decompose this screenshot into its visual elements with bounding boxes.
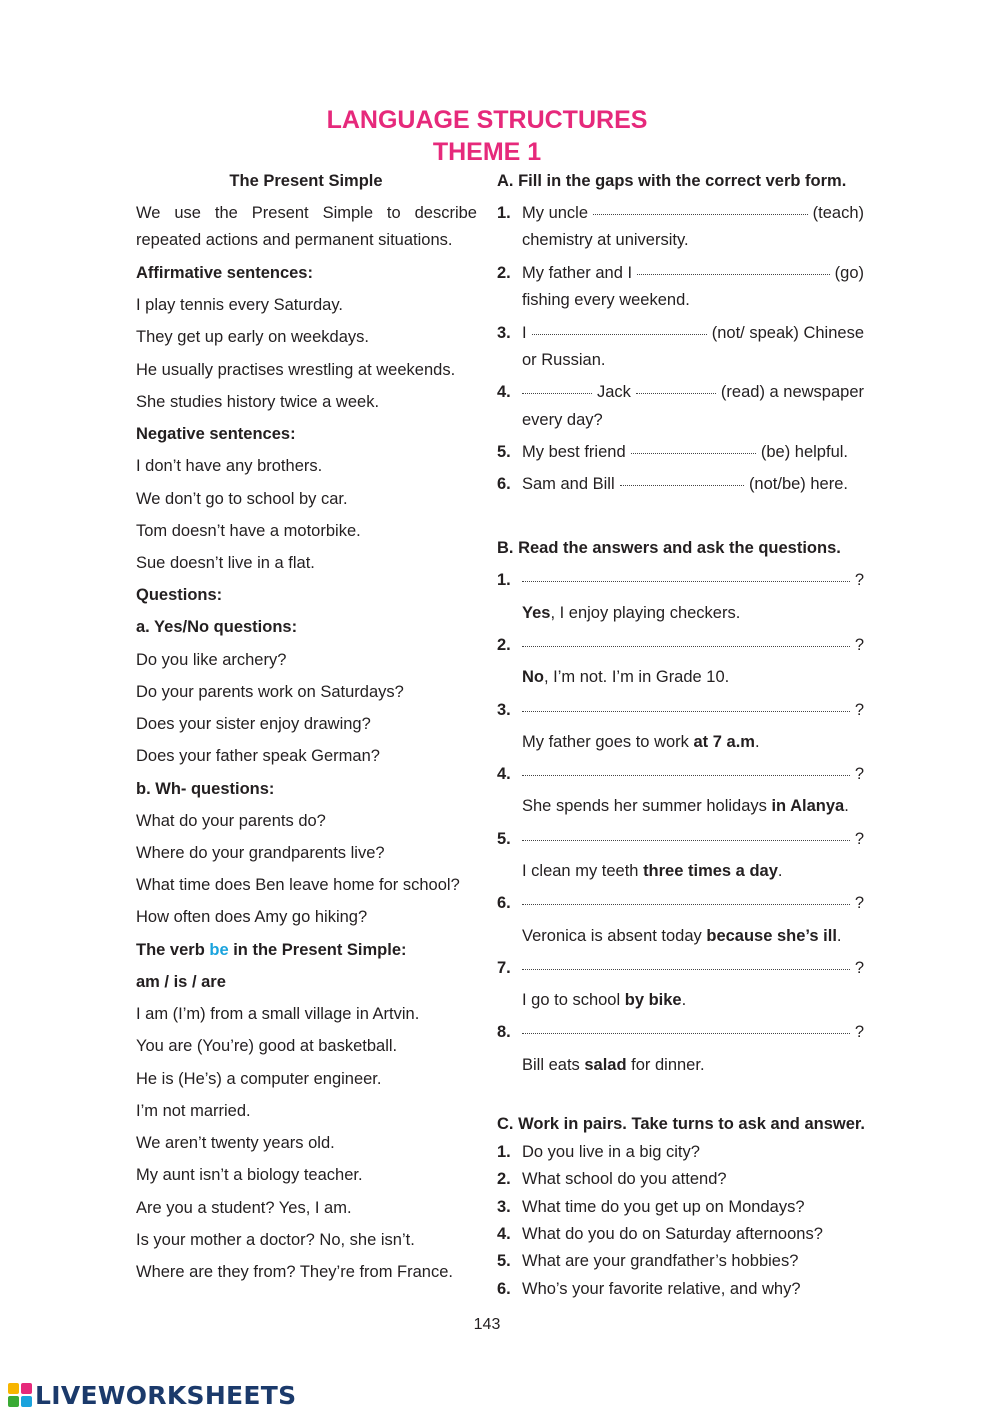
question-line: ? bbox=[522, 765, 864, 784]
yes-no-label: a. Yes/No questions: bbox=[136, 618, 298, 636]
item-number: 4. bbox=[497, 765, 511, 783]
present-simple-heading: The Present Simple bbox=[229, 172, 383, 190]
answer-gap[interactable] bbox=[522, 581, 850, 582]
section-a-heading: A. Fill in the gaps with the correct verb form. bbox=[497, 172, 847, 190]
page-title: LANGUAGE STRUCTURES bbox=[326, 106, 648, 134]
be-example: He is (He’s) a computer engineer. bbox=[136, 1070, 382, 1088]
item-number: 3. bbox=[497, 701, 511, 719]
yes-no-example: Does your father speak German? bbox=[136, 747, 380, 765]
item-number: 3. bbox=[497, 1198, 511, 1216]
affirmative-example: They get up early on weekdays. bbox=[136, 328, 369, 346]
question-line: ? bbox=[522, 894, 864, 913]
answer-gap[interactable] bbox=[631, 453, 756, 454]
gap-item-continuation: or Russian. bbox=[522, 351, 606, 369]
negative-example: We don’t go to school by car. bbox=[136, 490, 348, 508]
answer-text: I go to school by bike. bbox=[522, 991, 687, 1009]
gap-item-1: My uncle (teach) bbox=[522, 204, 864, 222]
item-number: 8. bbox=[497, 1023, 511, 1041]
answer-gap[interactable] bbox=[522, 904, 850, 905]
yes-no-example: Does your sister enjoy drawing? bbox=[136, 715, 371, 733]
negative-example: Sue doesn’t live in a flat. bbox=[136, 554, 315, 572]
pair-question: What do you do on Saturday afternoons? bbox=[522, 1225, 823, 1243]
item-number: 5. bbox=[497, 443, 511, 461]
be-example: You are (You’re) good at basketball. bbox=[136, 1037, 398, 1055]
answer-text: My father goes to work at 7 a.m. bbox=[522, 733, 760, 751]
pair-question: Who’s your favorite relative, and why? bbox=[522, 1280, 801, 1298]
item-number: 4. bbox=[497, 1225, 511, 1243]
question-line: ? bbox=[522, 959, 864, 978]
wh-example: Where do your grandparents live? bbox=[136, 844, 385, 862]
answer-gap[interactable] bbox=[532, 334, 707, 335]
item-number: 2. bbox=[497, 1170, 511, 1188]
intro-line-2: repeated actions and permanent situations. bbox=[136, 231, 453, 249]
intro-line-1: We use the Present Simple to describe bbox=[136, 204, 477, 222]
answer-gap[interactable] bbox=[593, 214, 808, 215]
verb-be-label: The verb be in the Present Simple: bbox=[136, 941, 407, 959]
section-c-heading: C. Work in pairs. Take turns to ask and answer. bbox=[497, 1115, 866, 1133]
answer-text: Yes, I enjoy playing checkers. bbox=[522, 604, 741, 622]
affirmative-example: He usually practises wrestling at weekends. bbox=[136, 361, 456, 379]
item-number: 5. bbox=[497, 1252, 511, 1270]
item-number: 3. bbox=[497, 324, 511, 342]
gap-item-6: Sam and Bill (not/be) here. bbox=[522, 475, 848, 493]
gap-item-4: Jack (read) a newspaper bbox=[522, 383, 864, 402]
pair-question: What time do you get up on Mondays? bbox=[522, 1198, 805, 1216]
item-number: 2. bbox=[497, 636, 511, 654]
item-number: 1. bbox=[497, 1143, 511, 1161]
item-number: 5. bbox=[497, 830, 511, 848]
answer-gap[interactable] bbox=[522, 775, 850, 776]
gap-item-continuation: every day? bbox=[522, 411, 603, 429]
answer-gap[interactable] bbox=[522, 646, 850, 647]
wh-example: What time does Ben leave home for school? bbox=[136, 876, 460, 894]
item-number: 2. bbox=[497, 264, 511, 282]
negative-example: I don’t have any brothers. bbox=[136, 457, 323, 475]
answer-gap[interactable] bbox=[522, 1033, 850, 1034]
affirmative-label: Affirmative sentences: bbox=[136, 264, 313, 282]
question-line: ? bbox=[522, 830, 864, 849]
be-example: I am (I’m) from a small village in Artvin. bbox=[136, 1005, 420, 1023]
gap-item-5: My best friend (be) helpful. bbox=[522, 443, 848, 461]
item-number: 1. bbox=[497, 204, 511, 222]
answer-text: Bill eats salad for dinner. bbox=[522, 1056, 705, 1074]
yes-no-example: Do you like archery? bbox=[136, 651, 287, 669]
section-b-heading: B. Read the answers and ask the questions. bbox=[497, 539, 841, 557]
wh-example: What do your parents do? bbox=[136, 812, 326, 830]
be-example: Is your mother a doctor? No, she isn’t. bbox=[136, 1231, 415, 1249]
logo-icon bbox=[8, 1383, 32, 1407]
yes-no-example: Do your parents work on Saturdays? bbox=[136, 683, 404, 701]
wh-example: How often does Amy go hiking? bbox=[136, 908, 368, 926]
pair-question: Do you live in a big city? bbox=[522, 1143, 700, 1161]
answer-gap[interactable] bbox=[637, 274, 830, 275]
gap-item-2: My father and I (go) bbox=[522, 264, 864, 282]
liveworksheets-logo[interactable] bbox=[8, 1380, 296, 1410]
question-line: ? bbox=[522, 636, 864, 655]
item-number: 7. bbox=[497, 959, 511, 977]
answer-gap[interactable] bbox=[522, 711, 850, 712]
pair-question: What are your grandfather’s hobbies? bbox=[522, 1252, 799, 1270]
logo-text: LIVEWORKSHEETS bbox=[35, 1380, 297, 1410]
negative-example: Tom doesn’t have a motorbike. bbox=[136, 522, 361, 540]
question-line: ? bbox=[522, 571, 864, 590]
page-subtitle: THEME 1 bbox=[432, 138, 542, 166]
question-line: ? bbox=[522, 701, 864, 720]
answer-gap[interactable] bbox=[522, 840, 850, 841]
question-line: ? bbox=[522, 1023, 864, 1042]
item-number: 6. bbox=[497, 894, 511, 912]
be-example: My aunt isn’t a biology teacher. bbox=[136, 1166, 363, 1184]
be-example: I’m not married. bbox=[136, 1102, 251, 1120]
item-number: 4. bbox=[497, 383, 511, 401]
answer-gap[interactable] bbox=[522, 393, 592, 394]
gap-item-3: I (not/ speak) Chinese bbox=[522, 324, 864, 342]
be-forms: am / is / are bbox=[136, 973, 226, 991]
item-number: 1. bbox=[497, 571, 511, 589]
gap-item-continuation: chemistry at university. bbox=[522, 231, 689, 249]
affirmative-example: She studies history twice a week. bbox=[136, 393, 380, 411]
answer-gap[interactable] bbox=[522, 969, 850, 970]
page-number: 143 bbox=[473, 1316, 501, 1333]
answer-text: I clean my teeth three times a day. bbox=[522, 862, 783, 880]
affirmative-example: I play tennis every Saturday. bbox=[136, 296, 343, 314]
item-number: 6. bbox=[497, 1280, 511, 1298]
item-number: 6. bbox=[497, 475, 511, 493]
answer-text: Veronica is absent today because she’s ill. bbox=[522, 927, 842, 945]
answer-text: No, I’m not. I’m in Grade 10. bbox=[522, 668, 730, 686]
be-example: We aren’t twenty years old. bbox=[136, 1134, 335, 1152]
questions-label: Questions: bbox=[136, 586, 223, 604]
be-example: Where are they from? They’re from France. bbox=[136, 1263, 453, 1281]
pair-question: What school do you attend? bbox=[522, 1170, 727, 1188]
wh-label: b. Wh- questions: bbox=[136, 780, 275, 798]
answer-gap[interactable] bbox=[620, 485, 744, 486]
be-example: Are you a student? Yes, I am. bbox=[136, 1199, 352, 1217]
be-word: be bbox=[209, 941, 229, 959]
gap-item-continuation: fishing every weekend. bbox=[522, 291, 690, 309]
negative-label: Negative sentences: bbox=[136, 425, 296, 443]
answer-gap[interactable] bbox=[636, 393, 716, 394]
answer-text: She spends her summer holidays in Alanya. bbox=[522, 797, 849, 815]
